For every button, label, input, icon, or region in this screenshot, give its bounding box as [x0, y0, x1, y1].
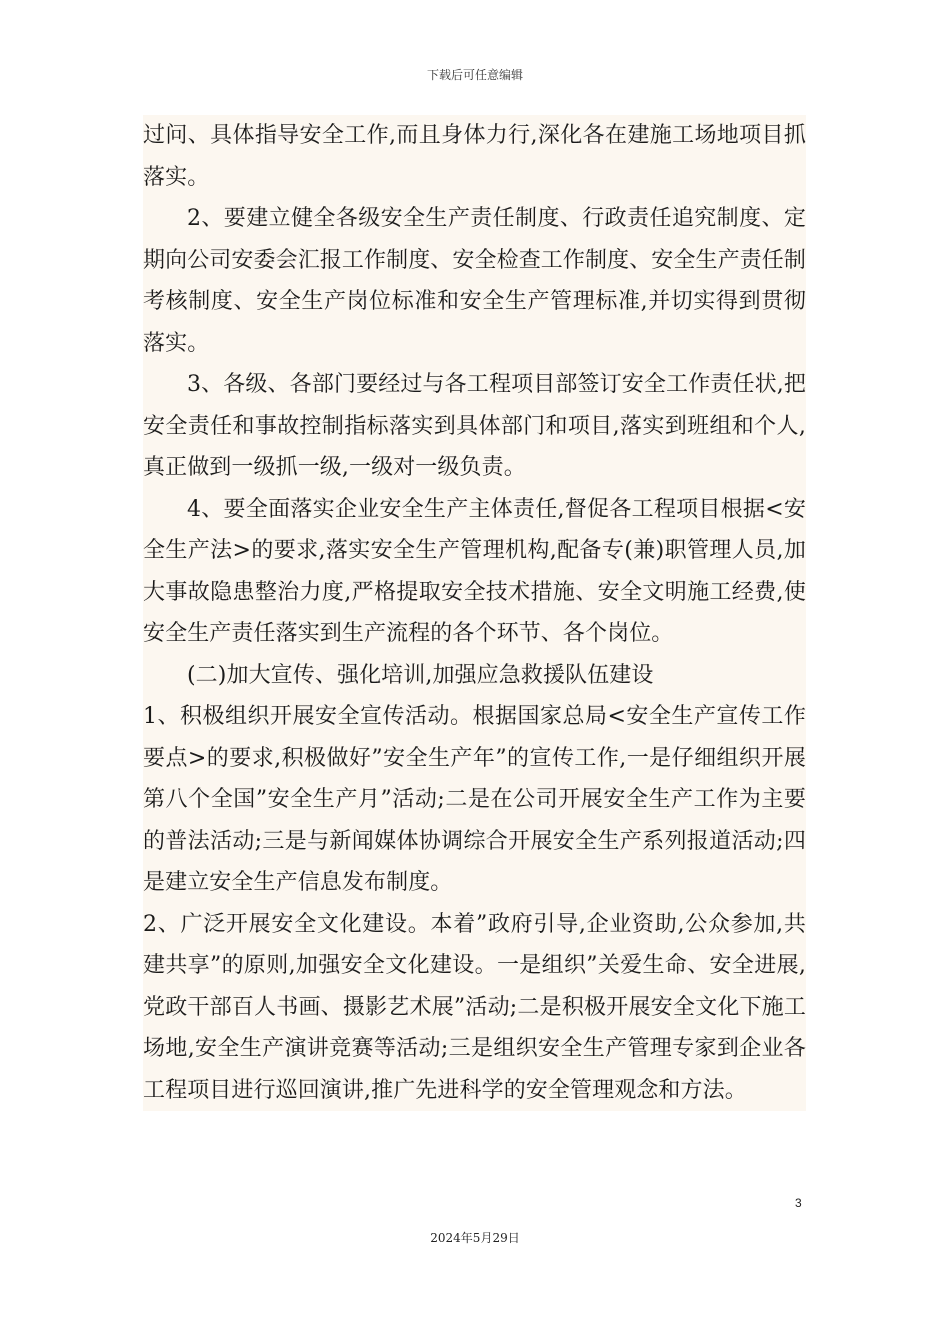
document-body: [143, 115, 806, 1111]
footer-date: 2024年5月29日: [430, 1231, 520, 1245]
paragraph-item-4: 4、要全面落实企业安全生产主体责任,督促各工程项目根据<安全生产法>的要求,落实安全生产管理机构,配备专(兼)职管理人员,加大事故隐患整治力度,严格提取安全技术措施、安全文明施工经费,使安全生产责任落实到生产流程的各个环节、各个岗位。: [143, 496, 806, 646]
paragraph-propaganda-1: 1、积极组织开展安全宣传活动。根据国家总局<安全生产宣传工作要点>的要求,积极做好”安全生产年”的宣传工作,一是仔细组织开展第八个全国”安全生产月”活动;二是在公司开展安全生产工作为主要的普法活动;三是与新闻媒体协调综合开展安全生产系列报道活动;四是建立安全生产信息发布制度。: [143, 704, 806, 895]
paragraph-continued: 过问、具体指导安全工作,而且身体力行,深化各在建施工场地项目抓落实。: [143, 123, 806, 190]
page-number: 3: [795, 1196, 802, 1210]
section-heading: (二)加大宣传、强化培训,加强应急救援队伍建设: [187, 662, 654, 688]
page-header: 下载后可任意编辑: [426, 68, 523, 82]
paragraph-item-2: 2、要建立健全各级安全生产责任制度、行政责任追究制度、定期向公司安委会汇报工作制度、安全检查工作制度、安全生产责任制考核制度、安全生产岗位标准和安全生产管理标准,并切实得到贯彻落实。: [143, 206, 807, 356]
paragraph-propaganda-2: 2、广泛开展安全文化建设。本着”政府引导,企业资助,公众参加,共建共享”的原则,加强安全文化建设。一是组织”关爱生命、安全进展,党政干部百人书画、摄影艺术展”活动;二是积极开展安全文化下施工场地,安全生产演讲竞赛等活动;三是组织安全生产管理专家到企业各工程项目进行巡回演讲,推广先进科学的安全管理观念和方法。: [143, 911, 806, 1103]
paragraph-item-3: 3、各级、各部门要经过与各工程项目部签订安全工作责任状,把安全责任和事故控制指标落实到具体部门和项目,落实到班组和个人,真正做到一级抓一级,一级对一级负责。: [143, 372, 806, 480]
